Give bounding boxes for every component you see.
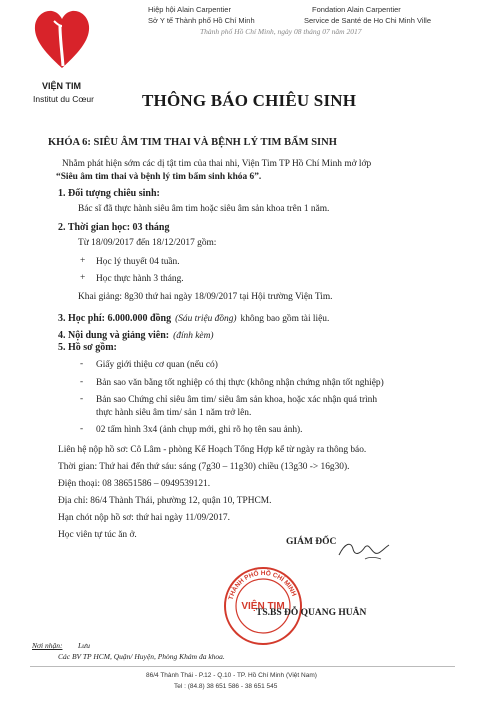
- left-org-2: Sở Y tế Thành phố Hồ Chí Minh: [148, 16, 255, 25]
- date-line: Thành phố Hồ Chí Minh, ngày 08 tháng 07 năm 2017: [200, 27, 362, 36]
- section-5-dash-2: -: [80, 377, 84, 387]
- stamp-text: VIỆN TIM: [241, 601, 285, 612]
- section-2-opening: Khai giảng: 8g30 thứ hai ngày 18/09/2017 tại Hội trường Viện Tim.: [78, 292, 333, 302]
- logo-subname: Institut du Cœur: [33, 94, 94, 104]
- section-2-text: Từ 18/09/2017 đến 18/12/2017 gồm:: [78, 238, 217, 248]
- stamp-ring-text: THÀNH PHỐ HỒ CHÍ MINH: [227, 569, 298, 601]
- footer-phone: Tel : (84.8) 38 651 586 - 38 651 545: [174, 683, 278, 690]
- section-2-item-2: Học thực hành 3 tháng.: [96, 274, 184, 284]
- section-5-item-3a: Bản sao Chứng chỉ siêu âm tim/ siêu âm sản khoa, hoặc xác nhận quá trình: [96, 395, 378, 405]
- section-2-bullet-1: +: [80, 256, 86, 266]
- contact-line-6: Học viên tự túc ăn ở.: [58, 530, 137, 540]
- recipients-line-1: Lưu: [78, 641, 91, 650]
- section-3: [58, 308, 329, 326]
- section-5-dash-4: -: [80, 424, 84, 434]
- section-4-note: (đính kèm): [173, 331, 214, 341]
- section-3-title: 3. Học phí: 6.000.000 đồng: [58, 313, 172, 324]
- section-3-rest: không bao gồm tài liệu.: [240, 314, 330, 324]
- section-5-item-1: Giấy giới thiệu cơ quan (nếu có): [96, 360, 218, 370]
- course-title: KHÓA 6: SIÊU ÂM TIM THAI VÀ BỆNH LÝ TIM BẨM SINH: [48, 137, 337, 148]
- footer-divider: [30, 666, 455, 667]
- signature-scribble-icon: [335, 535, 395, 565]
- stamp-seal-icon: [222, 565, 304, 647]
- section-1-text: Bác sĩ đã thực hành siêu âm tim hoặc siêu âm sản khoa trên 1 năm.: [78, 204, 330, 214]
- contact-line-4: Địa chỉ: 86/4 Thành Thái, phường 12, quận 10, TPHCM.: [58, 496, 272, 506]
- official-stamp: [222, 565, 304, 647]
- logo: [30, 4, 110, 114]
- left-org-1: Hiệp hội Alain Carpentier: [148, 5, 231, 14]
- right-org-1: Fondation Alain Carpentier: [312, 5, 401, 14]
- footer-address: 86/4 Thành Thái - P.12 - Q.10 - TP. Hồ Chí Minh (Việt Nam): [146, 672, 317, 679]
- section-2-title: 2. Thời gian học: 03 tháng: [58, 222, 170, 233]
- contact-line-3: Điện thoại: 08 38651586 – 0949539121.: [58, 479, 211, 489]
- section-5-dash-1: -: [80, 359, 84, 369]
- contact-line-1: Liên hệ nộp hồ sơ: Cô Lâm - phòng Kế Hoạch Tổng Hợp kể từ ngày ra thông báo.: [58, 445, 367, 455]
- section-5-item-3b: thực hành siêu âm tim/ sản 1 năm trở lên.: [96, 408, 252, 418]
- section-3-words: (Sáu triệu đồng): [175, 314, 237, 324]
- right-org-2: Service de Santé de Ho Chi Minh Ville: [304, 16, 432, 25]
- section-5-dash-3: -: [80, 394, 84, 404]
- contact-line-5: Hạn chót nộp hồ sơ: thứ hai ngày 11/09/2017.: [58, 513, 230, 523]
- intro-line-1: Nhằm phát hiện sớm các dị tật tim của thai nhi, Viện Tim TP Hồ Chí Minh mở lớp: [62, 159, 372, 169]
- intro-line-2: “Siêu âm tim thai và bệnh lý tim bẩm sinh khóa 6”.: [56, 172, 262, 182]
- recipients-line-2: Các BV TP HCM, Quận/ Huyện, Phòng Khám đa khoa.: [58, 652, 225, 661]
- signature-name: TS.BS ĐỖ QUANG HUÂN: [256, 608, 367, 618]
- section-5-title: 5. Hồ sơ gồm:: [58, 342, 117, 353]
- section-1-title: 1. Đối tượng chiêu sinh:: [58, 188, 160, 199]
- logo-name: VIỆN TIM: [42, 81, 82, 91]
- heart-logo-icon: [32, 4, 92, 74]
- page-title: THÔNG BÁO CHIÊU SINH: [142, 91, 357, 110]
- section-4: [58, 325, 214, 343]
- signature-role: GIÁM ĐỐC: [286, 537, 337, 547]
- section-2-item-1: Học lý thuyết 04 tuần.: [96, 257, 180, 267]
- section-5-item-4: 02 tấm hình 3x4 (ảnh chụp mới, ghi rõ họ tên sau ảnh).: [96, 425, 303, 435]
- section-2-bullet-2: +: [80, 273, 86, 283]
- section-5-item-2: Bản sao văn bằng tốt nghiệp có thị thực (không nhận chứng nhận tốt nghiệp): [96, 378, 384, 388]
- contact-line-2: Thời gian: Thứ hai đến thứ sáu: sáng (7g30 – 11g30) chiều (13g30 -> 16g30).: [58, 462, 350, 472]
- recipients-label: Nơi nhận:: [32, 641, 63, 650]
- section-4-title: 4. Nội dung và giảng viên:: [58, 330, 170, 341]
